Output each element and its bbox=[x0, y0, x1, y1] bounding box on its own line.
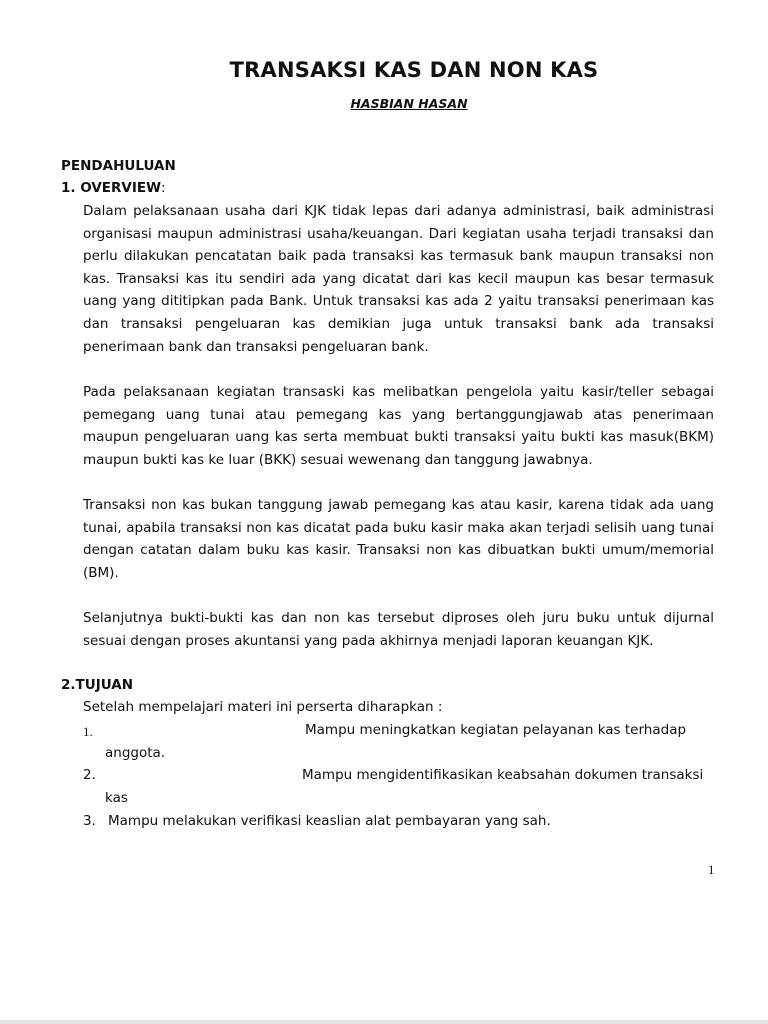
goal-text: Mampu mengidentifikasikan keabsahan dokumen transaksi bbox=[302, 767, 704, 783]
document-author: HASBIAN HASAN bbox=[350, 96, 468, 111]
overview-heading-text: 1. OVERVIEW bbox=[61, 180, 161, 196]
section-heading-goals: 2.TUJUAN bbox=[61, 677, 134, 693]
goal-number: 3. bbox=[83, 813, 96, 829]
section-heading-introduction: PENDAHULUAN bbox=[61, 158, 176, 174]
overview-paragraph-1: Dalam pelaksanaan usaha dari KJK tidak lepas dari adanya administrasi, baik administrasi organisasi maupun administrasi usaha/keuangan. Dari kegiatan usaha terjadi transaksi dan perlu dilakukan pencatatan baik pada transaksi kas termasuk bank maupun transaksi non kas. Transaksi kas itu sendiri ada yang dicatat dari kas kecil maupun kas besar termasuk uang yang dititipkan pada Bank. Untuk transaksi kas ada 2 yaitu transaksi penerimaan kas dan transaksi pengeluaran kas demikian juga untuk transaksi bank ada transaksi penerimaan bank dan transaksi pengeluaran bank. bbox=[83, 203, 714, 355]
goals-lead: Setelah mempelajari materi ini perserta diharapkan : bbox=[83, 699, 443, 715]
document-title: TRANSAKSI KAS DAN NON KAS bbox=[229, 58, 599, 82]
overview-paragraph-3: Transaksi non kas bukan tanggung jawab pemegang kas atau kasir, karena tidak ada uang tunai, apabila transaksi non kas dicatat pada buku kasir maka akan terjadi selisih uang tunai dengan catatan dalam buku kas kasir. Transaksi non kas dibuatkan bukti umum/memorial (BM). bbox=[83, 497, 714, 581]
goal-text: Mampu meningkatkan kegiatan pelayanan kas terhadap bbox=[305, 722, 687, 738]
goal-number: 2. bbox=[83, 767, 96, 783]
goal-text-continued: kas bbox=[105, 790, 128, 806]
page-number: 1 bbox=[708, 862, 715, 877]
overview-paragraph-2: Pada pelaksanaan kegiatan transaski kas melibatkan pengelola yaitu kasir/teller sebagai pemegang uang tunai atau pemegang kas yang bertanggungjawab atas penerimaan maupun pengeluaran uang kas serta membuat bukti transaksi yaitu bukti kas masuk(BKM) maupun bukti kas ke luar (BKK) sesuai wewenang dan tanggung jawabnya. bbox=[83, 384, 714, 468]
page-bottom-edge bbox=[0, 1020, 768, 1024]
overview-paragraph-4: Selanjutnya bukti-bukti kas dan non kas tersebut diproses oleh juru buku untuk dijurnal sesuai dengan proses akuntansi yang pada akhirnya menjadi laporan keuangan KJK. bbox=[83, 610, 714, 649]
section-heading-overview bbox=[61, 180, 166, 196]
goal-text: Mampu melakukan verifikasi keaslian alat pembayaran yang sah. bbox=[108, 813, 551, 829]
goal-number: 1. bbox=[83, 724, 93, 739]
overview-colon: : bbox=[160, 180, 166, 196]
goal-text-continued: anggota. bbox=[105, 745, 166, 761]
